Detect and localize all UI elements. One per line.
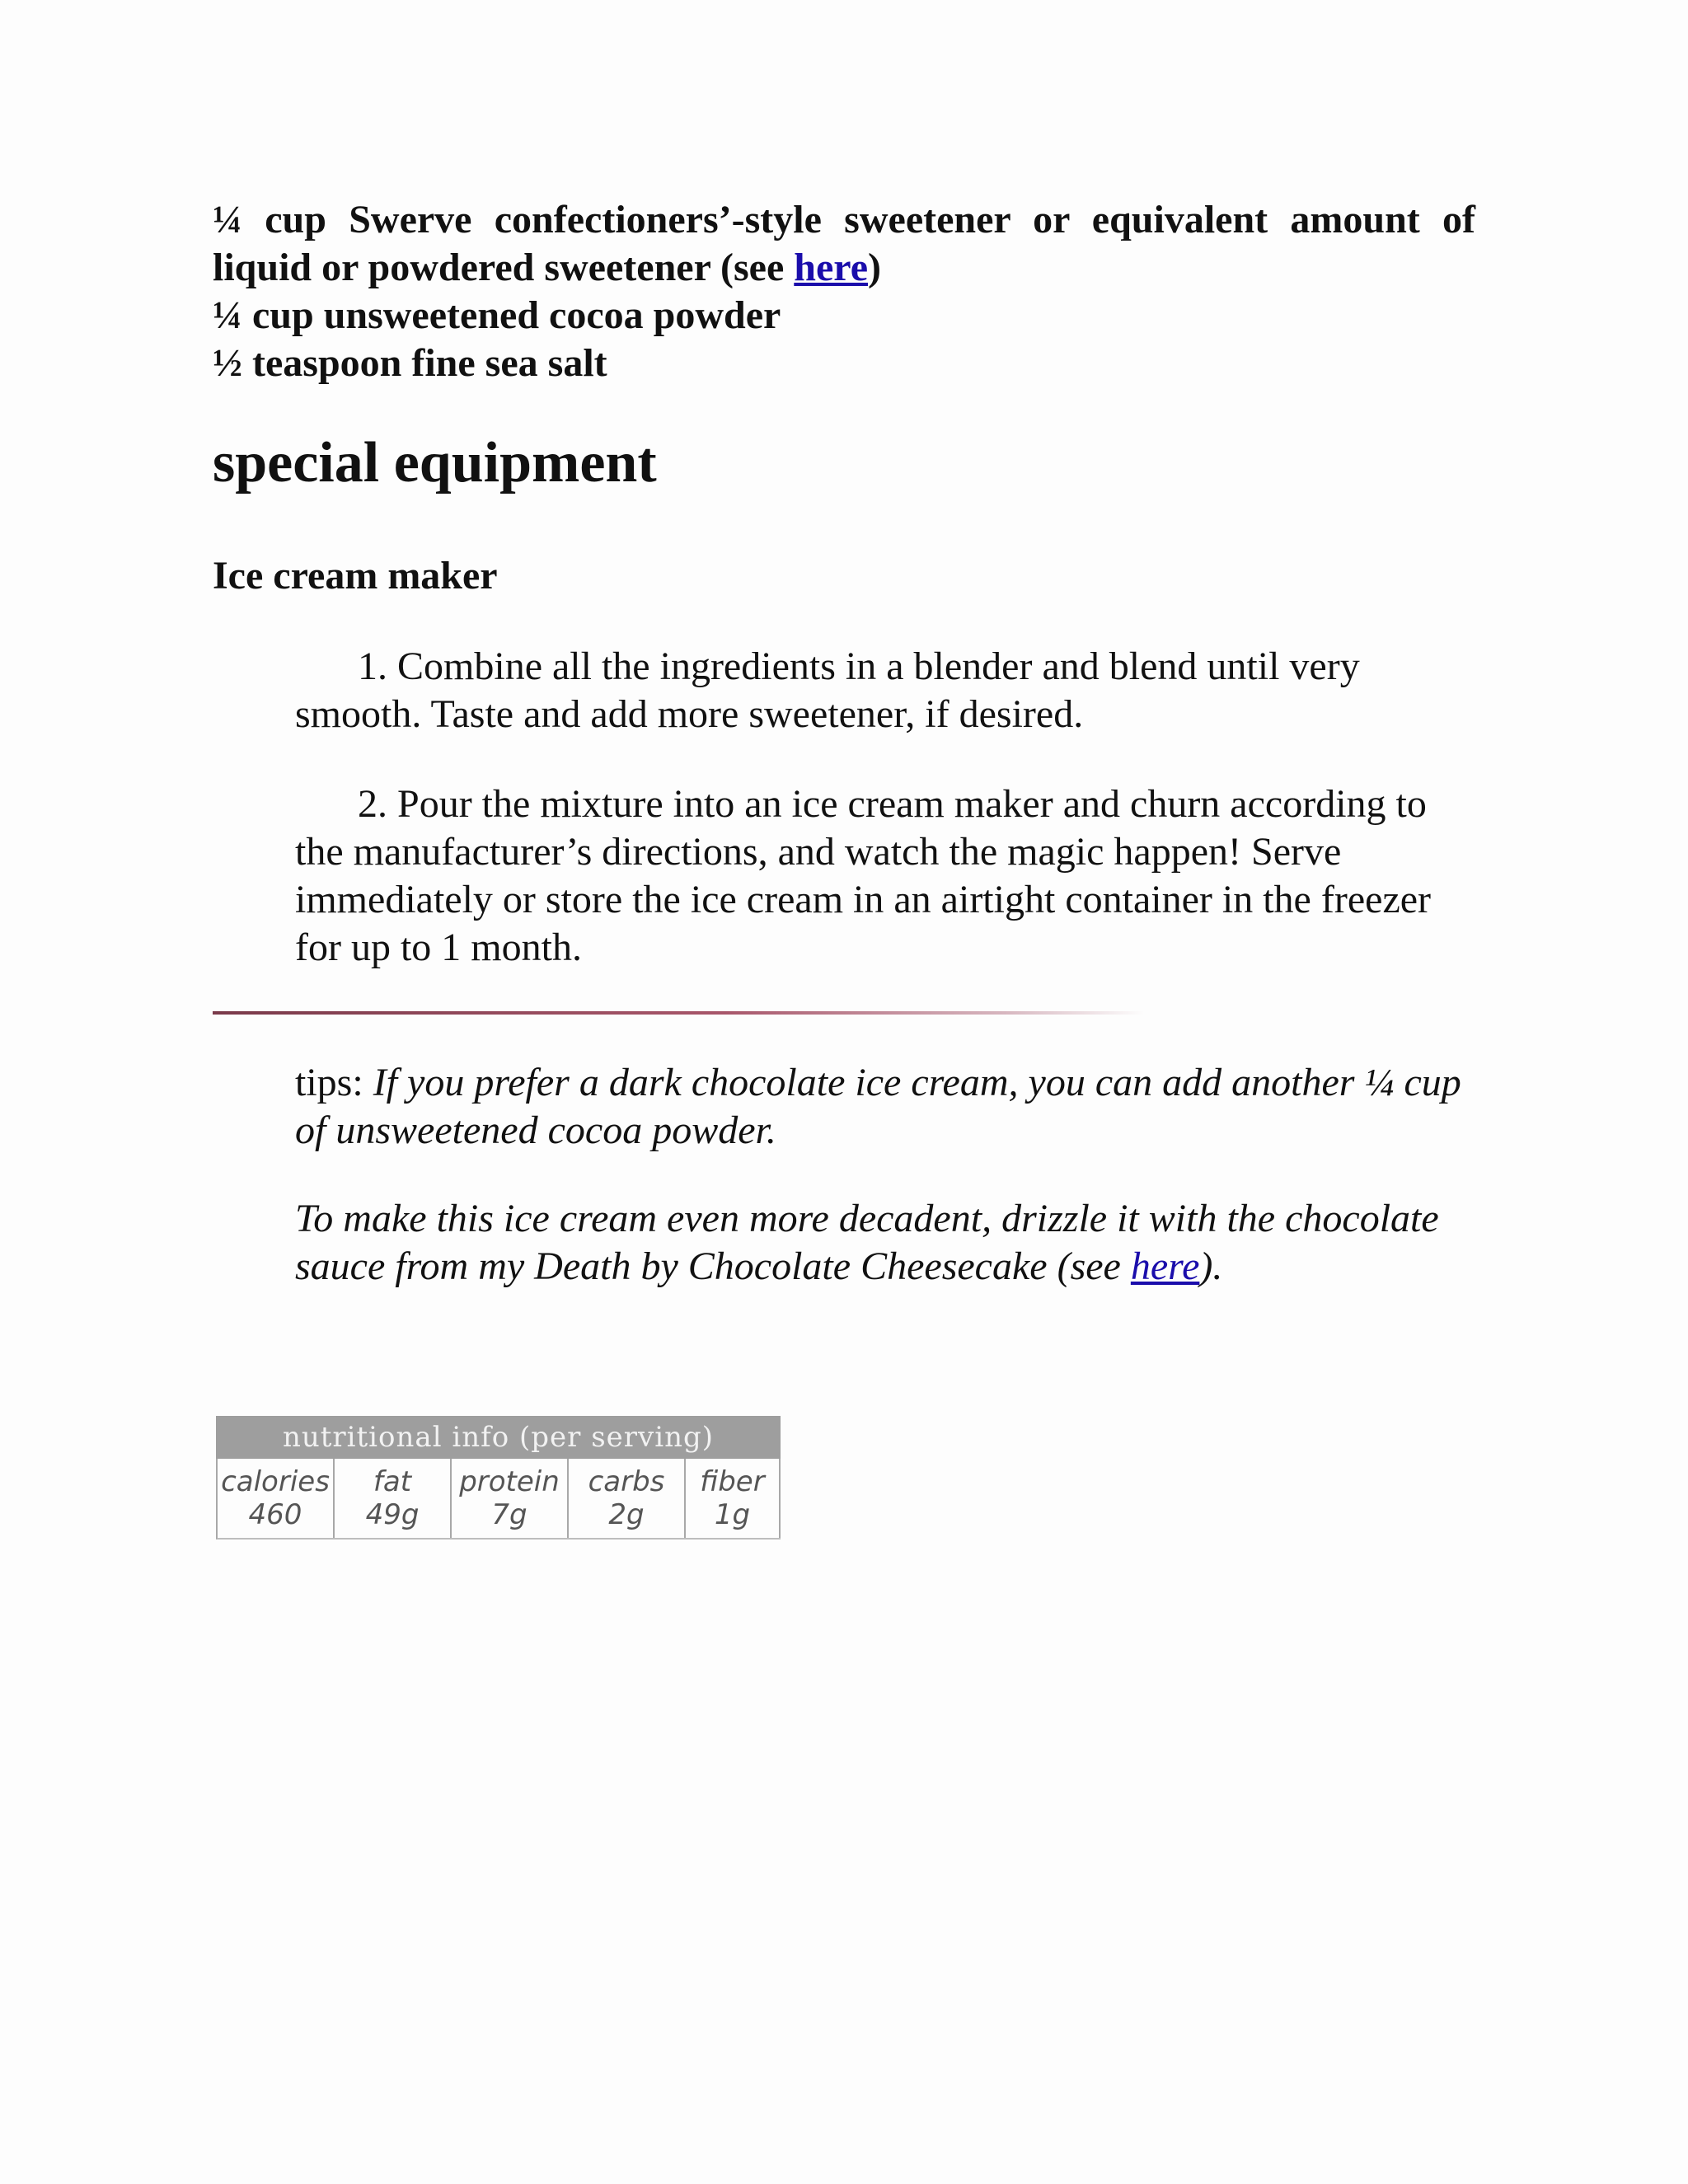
section-divider: [213, 1011, 1144, 1015]
cheesecake-here-link[interactable]: here: [1130, 1244, 1200, 1288]
ingredient-salt: ½ teaspoon fine sea salt: [213, 341, 607, 385]
instruction-step-1: 1. Combine all the ingredients in a blender and blend until very smooth. Taste and add more sweetener, if desired.: [295, 644, 1360, 736]
nutrition-value: 1g: [714, 1498, 751, 1531]
nutrition-cell-carbs: [569, 1459, 686, 1538]
ingredient-cocoa: ¼ cup unsweetened cocoa powder: [213, 293, 781, 337]
nutrition-label: calories: [221, 1465, 330, 1498]
ingredient-sweetener-tail: ): [868, 246, 882, 289]
nutrition-cell-calories: [218, 1459, 335, 1538]
equipment-item: Ice cream maker: [213, 554, 498, 598]
nutrition-cell-fat: [335, 1459, 452, 1538]
sweetener-here-link[interactable]: here: [794, 246, 869, 289]
instruction-step-2: 2. Pour the mixture into an ice cream maker and churn according to the manufacturer’s directions, and watch the magic happen! Serve immediately or store the ice cream in an airtight container in the freezer for up to 1 month.: [295, 782, 1432, 969]
ingredient-sweetener: [213, 196, 1475, 292]
nutrition-label: protein: [459, 1465, 560, 1498]
tips-label: tips:: [295, 1061, 373, 1104]
tip-paragraph-1: [295, 1059, 1482, 1155]
tip-2-text: To make this ice cream even more decadent, drizzle it with the chocolate sauce from my Death by Chocolate Cheesecake (see: [295, 1197, 1439, 1288]
nutrition-value: 7g: [491, 1498, 528, 1531]
tip-2-tail: ).: [1199, 1244, 1223, 1288]
nutrition-cell-fiber: [686, 1459, 781, 1538]
nutrition-table-title: nutritional info (per serving): [216, 1416, 781, 1459]
nutrition-value: 2g: [608, 1498, 645, 1531]
nutrition-label: carbs: [588, 1465, 665, 1498]
nutrition-value: 460: [248, 1498, 302, 1531]
nutrition-table-row: [216, 1459, 781, 1540]
nutrition-cell-protein: [452, 1459, 569, 1538]
nutrition-value: 49g: [365, 1498, 420, 1531]
tip-paragraph-2: [295, 1195, 1482, 1291]
special-equipment-heading: special equipment: [213, 431, 657, 494]
nutrition-table: [216, 1416, 781, 1540]
ingredients-list: [213, 196, 1475, 387]
nutrition-label: fiber: [700, 1465, 765, 1498]
tip-1-text: If you prefer a dark chocolate ice cream, you can add another ¼ cup of unsweetened cocoa powder.: [295, 1061, 1461, 1152]
nutrition-label: fat: [373, 1465, 412, 1498]
ingredient-sweetener-text: ¼ cup Swerve confectioners’-style sweetener or equivalent amount of liquid or powdered sweetener (see: [213, 198, 1475, 289]
